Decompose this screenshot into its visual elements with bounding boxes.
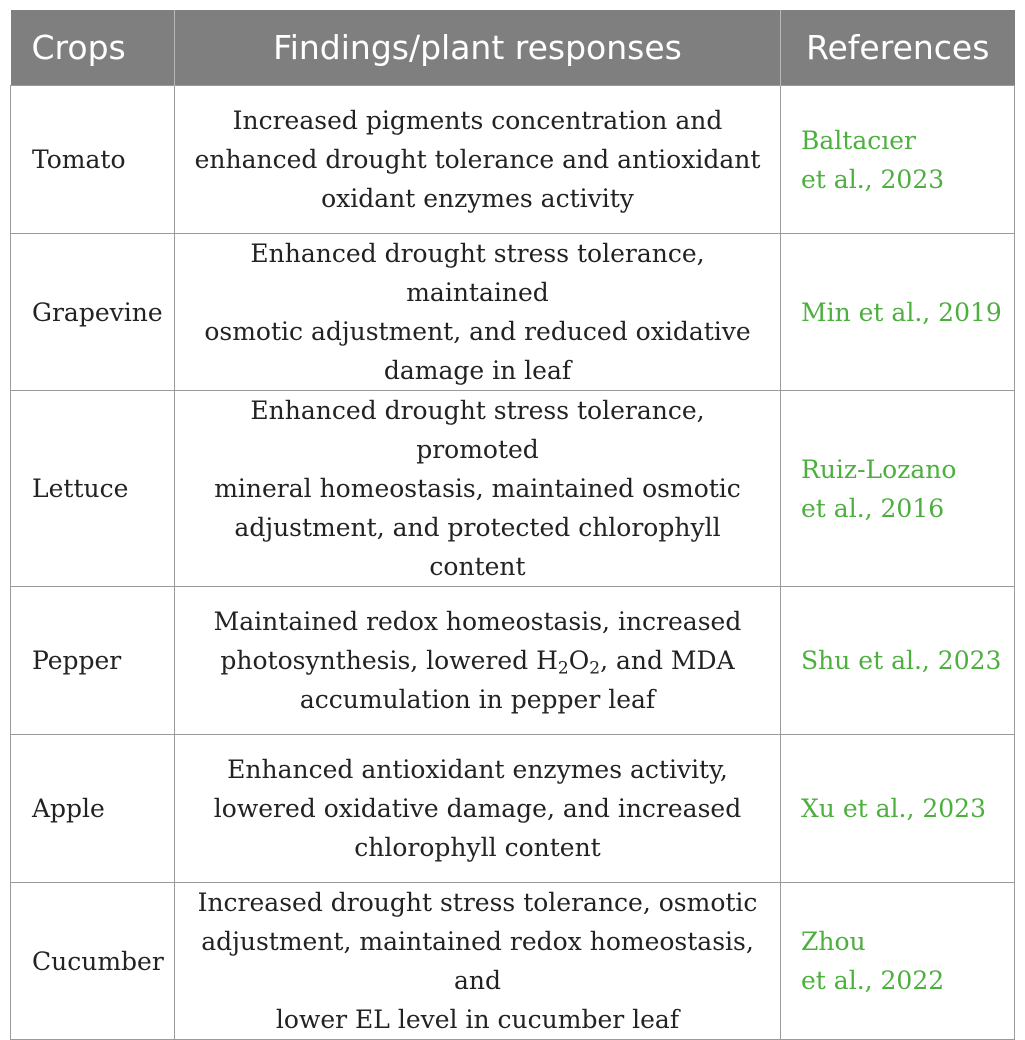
table-row <box>11 735 1015 883</box>
findings-line: enhanced drought tolerance and antioxidant <box>194 145 761 174</box>
findings-line: osmotic adjustment, and reduced oxidative <box>204 317 751 346</box>
crop-cell: Pepper <box>11 587 175 735</box>
reference-cell <box>781 234 1015 391</box>
findings-line: damage in leaf <box>383 356 572 385</box>
reference-link[interactable]: Xu et al., 2023 <box>801 794 986 823</box>
findings-line: lowered oxidative damage, and increased <box>213 794 742 823</box>
findings-cell <box>175 391 781 587</box>
reference-link[interactable]: Min et al., 2019 <box>801 297 1002 327</box>
table-row <box>11 234 1015 391</box>
subscript: 2 <box>557 658 569 679</box>
header-findings: Findings/plant responses <box>175 10 781 86</box>
crop-cell: Apple <box>11 735 175 883</box>
findings-cell <box>175 883 781 1040</box>
reference-cell <box>781 391 1015 587</box>
table-row <box>11 391 1015 587</box>
findings-text: , and MDA <box>600 646 735 675</box>
table-body <box>11 86 1015 1040</box>
findings-line <box>189 641 766 680</box>
findings-cell <box>175 587 781 735</box>
reference-link[interactable]: Zhou <box>801 927 866 956</box>
findings-cell <box>175 234 781 391</box>
table-row <box>11 587 1015 735</box>
findings-line: adjustment, maintained redox homeostasis, and <box>201 927 754 995</box>
findings-line: chlorophyll content <box>354 833 601 862</box>
findings-line: adjustment, and protected chlorophyll content <box>234 513 721 581</box>
table-row <box>11 86 1015 234</box>
findings-line: Increased pigments concentration and <box>232 106 723 135</box>
crop-cell: Lettuce <box>11 391 175 587</box>
findings-line: accumulation in pepper leaf <box>299 685 656 714</box>
reference-link[interactable]: Ruiz-Lozano <box>801 454 957 484</box>
findings-cell <box>175 735 781 883</box>
findings-cell <box>175 86 781 234</box>
findings-line: Maintained redox homeostasis, increased <box>213 607 742 636</box>
reference-link[interactable]: et al., 2023 <box>801 164 945 194</box>
subscript: 2 <box>589 658 601 679</box>
findings-text: photosynthesis, lowered H <box>220 646 558 675</box>
findings-line: Enhanced antioxidant enzymes activity, <box>227 755 728 784</box>
reference-cell <box>781 587 1015 735</box>
reference-link[interactable]: et al., 2016 <box>801 493 945 523</box>
findings-line: lower EL level in cucumber leaf <box>275 1005 680 1034</box>
reference-link[interactable]: Baltacıer <box>801 125 916 155</box>
reference-cell <box>781 86 1015 234</box>
reference-cell <box>781 735 1015 883</box>
reference-cell <box>781 883 1015 1040</box>
crop-cell: Tomato <box>11 86 175 234</box>
header-references: References <box>781 10 1015 86</box>
findings-text: O <box>568 646 590 675</box>
header-row <box>11 10 1015 86</box>
crop-findings-table <box>10 10 1015 1040</box>
table-row <box>11 883 1015 1040</box>
findings-line: oxidant enzymes activity <box>321 184 634 213</box>
findings-line: Enhanced drought stress tolerance, maintained <box>250 239 705 307</box>
crop-cell: Grapevine <box>11 234 175 391</box>
header-crops: Crops <box>11 10 175 86</box>
table-header <box>11 10 1015 86</box>
findings-line: Enhanced drought stress tolerance, promoted <box>250 396 705 464</box>
reference-link[interactable]: Shu et al., 2023 <box>801 646 1002 675</box>
findings-line: Increased drought stress tolerance, osmotic <box>197 888 758 917</box>
findings-line: mineral homeostasis, maintained osmotic <box>214 474 741 503</box>
reference-link[interactable]: et al., 2022 <box>801 966 945 995</box>
crop-cell: Cucumber <box>11 883 175 1040</box>
